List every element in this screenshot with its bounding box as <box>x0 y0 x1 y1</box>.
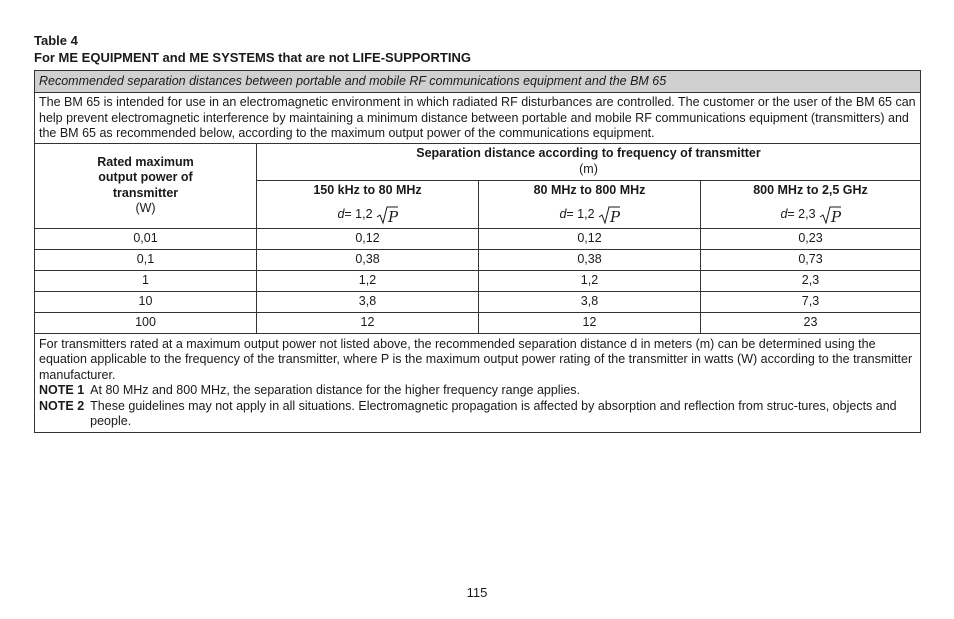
table-row <box>35 312 921 333</box>
table-row <box>35 249 921 270</box>
table-cell: 3,8 <box>257 291 479 312</box>
table-cell: 1,2 <box>479 270 701 291</box>
separation-group-header <box>257 143 921 180</box>
table-footer <box>35 333 921 432</box>
note-text: These guidelines may not apply in all situations. Electromagnetic propagation is affected by absorption and reflection from struc-tures, objects and people. <box>90 398 897 428</box>
table-cell: 0,12 <box>257 228 479 249</box>
table-cell: 0,1 <box>35 249 257 270</box>
power-column-unit: (W) <box>135 201 156 215</box>
table-caption: Recommended separation distances between portable and mobile RF communications equipment and the BM 65 <box>35 71 921 93</box>
separation-group-unit: (m) <box>579 161 598 176</box>
table-heading <box>34 32 471 66</box>
formula <box>559 205 619 225</box>
table-label: Table 4 <box>34 33 78 48</box>
formula <box>780 205 840 225</box>
table-cell: 0,73 <box>701 249 921 270</box>
formula-variable: d <box>780 207 788 221</box>
formula-variable: d <box>559 207 567 221</box>
separation-group-label: Separation distance according to frequency of transmitter <box>416 146 761 160</box>
table-cell: 0,01 <box>35 228 257 249</box>
table-cell: 10 <box>35 291 257 312</box>
table-cell: 12 <box>257 312 479 333</box>
table-row <box>35 270 921 291</box>
freq-column-label: 80 MHz to 800 MHz <box>533 183 646 198</box>
note-label: NOTE 1 <box>39 383 85 397</box>
table-row <box>35 228 921 249</box>
table-row <box>35 291 921 312</box>
note-text: At 80 MHz and 800 MHz, the separation distance for the higher frequency range applies. <box>90 383 581 397</box>
freq-column-header <box>701 180 921 228</box>
power-column-label: Rated maximum output power of transmitter <box>97 154 194 200</box>
table-cell: 3,8 <box>479 291 701 312</box>
table-cell: 23 <box>701 312 921 333</box>
sqrt-symbol <box>598 205 620 225</box>
note-label: NOTE 2 <box>39 398 85 413</box>
power-column-header <box>35 143 257 228</box>
freq-column-header <box>257 180 479 228</box>
table-cell: 1,2 <box>257 270 479 291</box>
separation-distance-table <box>34 70 921 433</box>
table-cell: 7,3 <box>701 291 921 312</box>
formula-coefficient: = 2,3 <box>787 207 816 221</box>
table-cell: 0,23 <box>701 228 921 249</box>
table-cell: 0,38 <box>479 249 701 270</box>
freq-column-header <box>479 180 701 228</box>
table-cell: 100 <box>35 312 257 333</box>
sqrt-radicand: P <box>830 207 841 225</box>
sqrt-symbol <box>376 205 398 225</box>
sqrt-radicand: P <box>609 207 620 225</box>
footer-text: For transmitters rated at a maximum output power not listed above, the recommended separation distance d in meters (m) can be determined using the equation applicable to the frequency of the transmitter, where P is the maximum output power rating of the transmitter in watts (W) according to the transmitter manufacturer. <box>39 336 913 382</box>
note-2 <box>39 399 916 430</box>
formula-coefficient: = 1,2 <box>344 207 373 221</box>
table-cell: 12 <box>479 312 701 333</box>
sqrt-symbol <box>819 205 841 225</box>
table-cell: 0,38 <box>257 249 479 270</box>
sqrt-radicand: P <box>387 207 398 225</box>
page-number: 115 <box>466 585 488 600</box>
formula-coefficient: = 1,2 <box>566 207 595 221</box>
formula <box>337 205 397 225</box>
intro-text: The BM 65 is intended for use in an electromagnetic environment in which radiated RF disturbances are controlled. The customer or the user of the BM 65 can help prevent electromagnetic interference by maintaining a minimum distance between portable and mobile RF communications equipment (transmitters) and the BM 65 as recommended below, according to the maximum output power of the communications equipment. <box>35 93 921 144</box>
freq-column-label: 150 kHz to 80 MHz <box>313 183 422 198</box>
table-cell: 2,3 <box>701 270 921 291</box>
table-title: For ME EQUIPMENT and ME SYSTEMS that are not LIFE-SUPPORTING <box>34 50 471 65</box>
table-cell: 0,12 <box>479 228 701 249</box>
note-1 <box>39 383 916 399</box>
formula-variable: d <box>337 207 345 221</box>
freq-column-label: 800 MHz to 2,5 GHz <box>753 183 868 198</box>
table-cell: 1 <box>35 270 257 291</box>
